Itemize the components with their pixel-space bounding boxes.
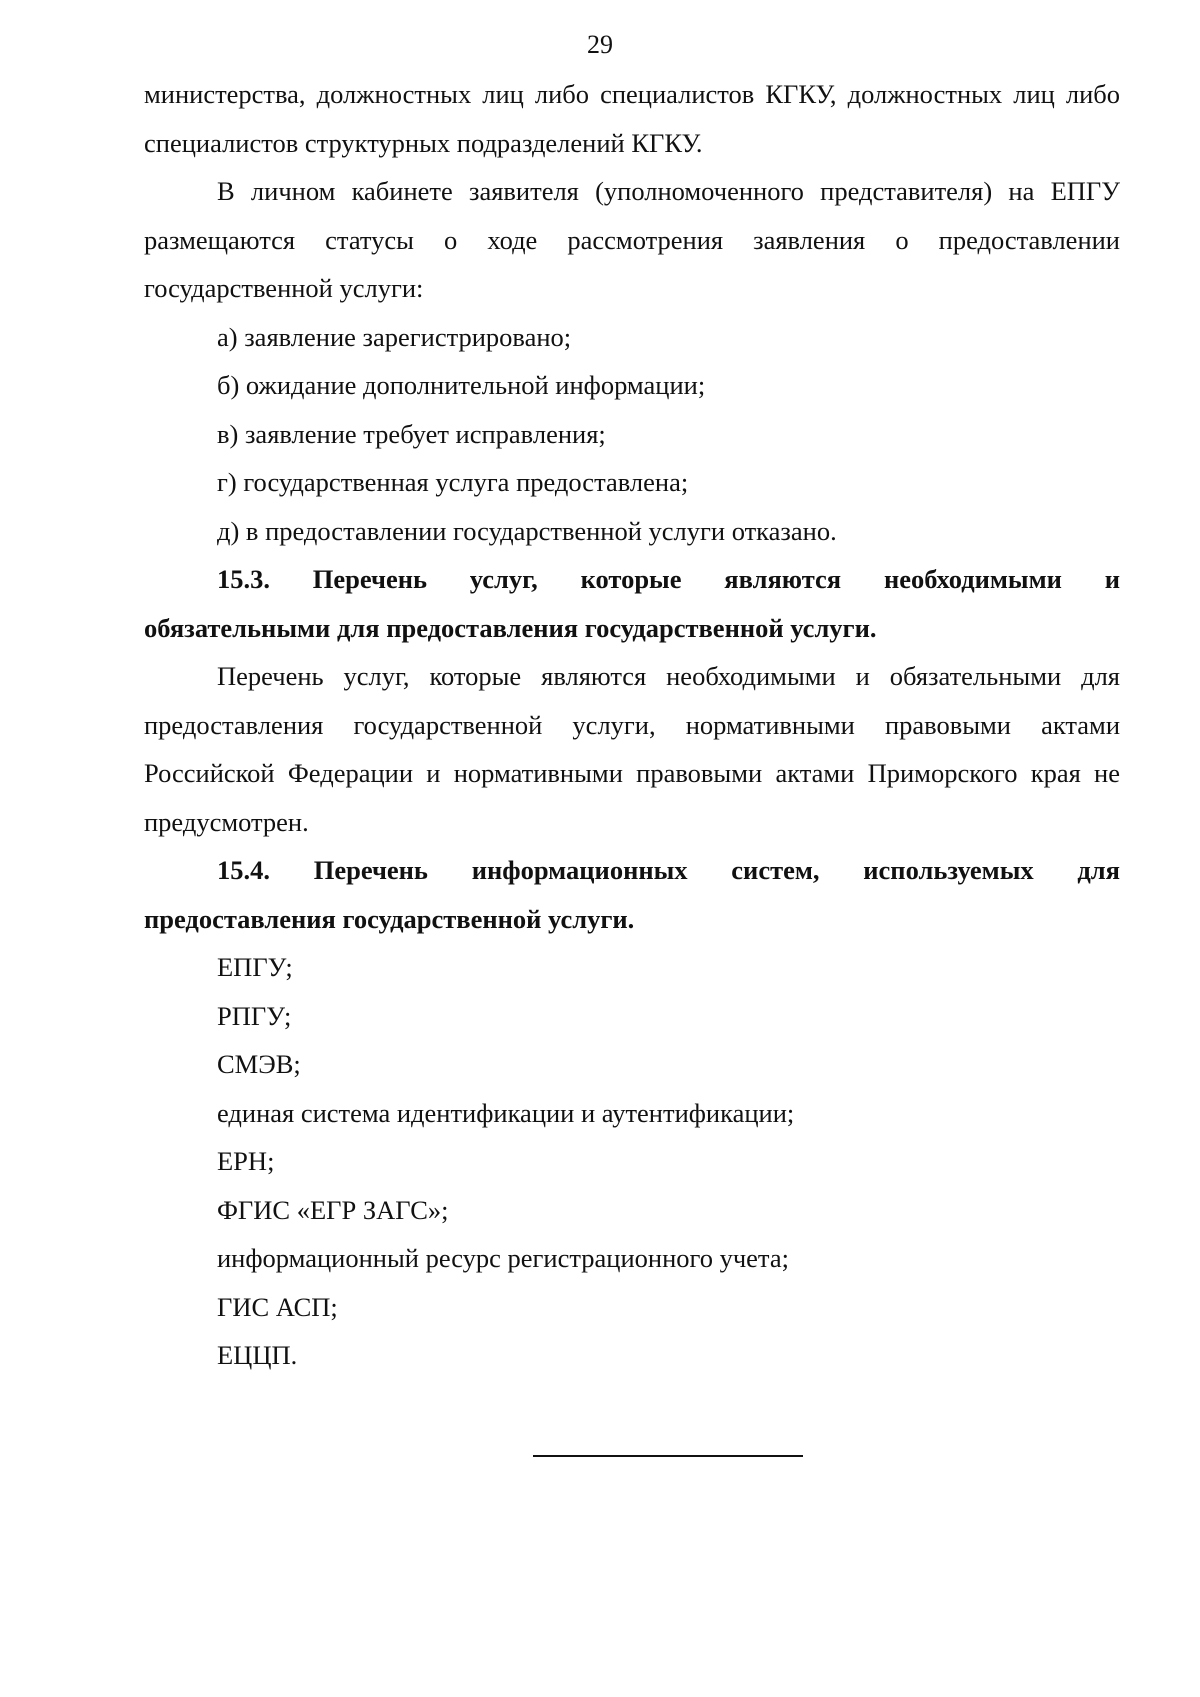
document-body [144,70,1120,1380]
paragraph-statuses-intro: В личном кабинете заявителя (уполномоченного представителя) на ЕПГУ размещаются статусы о ходе рассмотрения заявления о предоставлении государственной услуги: [144,176,1120,303]
system-item: ЕПГУ; [217,952,293,982]
system-item: ГИС АСП; [217,1291,338,1322]
section-15-3-heading-line2: обязательными для предоставления государственной услуги. [144,612,877,643]
section-15-3-body: Перечень услуг, которые являются необходимыми и обязательными для предоставления государственной услуги, нормативными правовыми актами Российской Федерации и нормативными правовыми актами Приморского края не предусмотрен. [144,661,1120,837]
section-15-4-heading-line2: предоставления государственной услуги. [144,903,635,934]
section-15-4-heading-line1: 15.4. Перечень информационных систем, используемых для [217,855,1120,885]
status-item: в) заявление требует исправления; [217,418,606,449]
system-item: информационный ресурс регистрационного учета; [217,1243,789,1273]
status-item: г) государственная услуга предоставлена; [217,467,689,497]
status-item: д) в предоставлении государственной услуги отказано. [217,515,837,546]
system-item: СМЭВ; [217,1049,301,1079]
end-rule [533,1455,803,1457]
status-item: б) ожидание дополнительной информации; [217,370,706,400]
system-item: единая система идентификации и аутентификации; [217,1097,795,1128]
system-item: ЕЦЦП. [217,1340,298,1370]
page-number: 29 [587,30,613,59]
system-item: РПГУ; [217,1000,292,1031]
system-item: ФГИС «ЕГР ЗАГС»; [217,1194,449,1225]
section-15-3-heading-line1: 15.3. Перечень услуг, которые являются необходимыми и [217,564,1120,594]
paragraph-continuation: министерства, должностных лиц либо специалистов КГКУ, должностных лиц либо специалистов структурных подразделений КГКУ. [144,79,1120,158]
status-item: а) заявление зарегистрировано; [217,321,572,352]
system-item: ЕРН; [217,1146,275,1176]
